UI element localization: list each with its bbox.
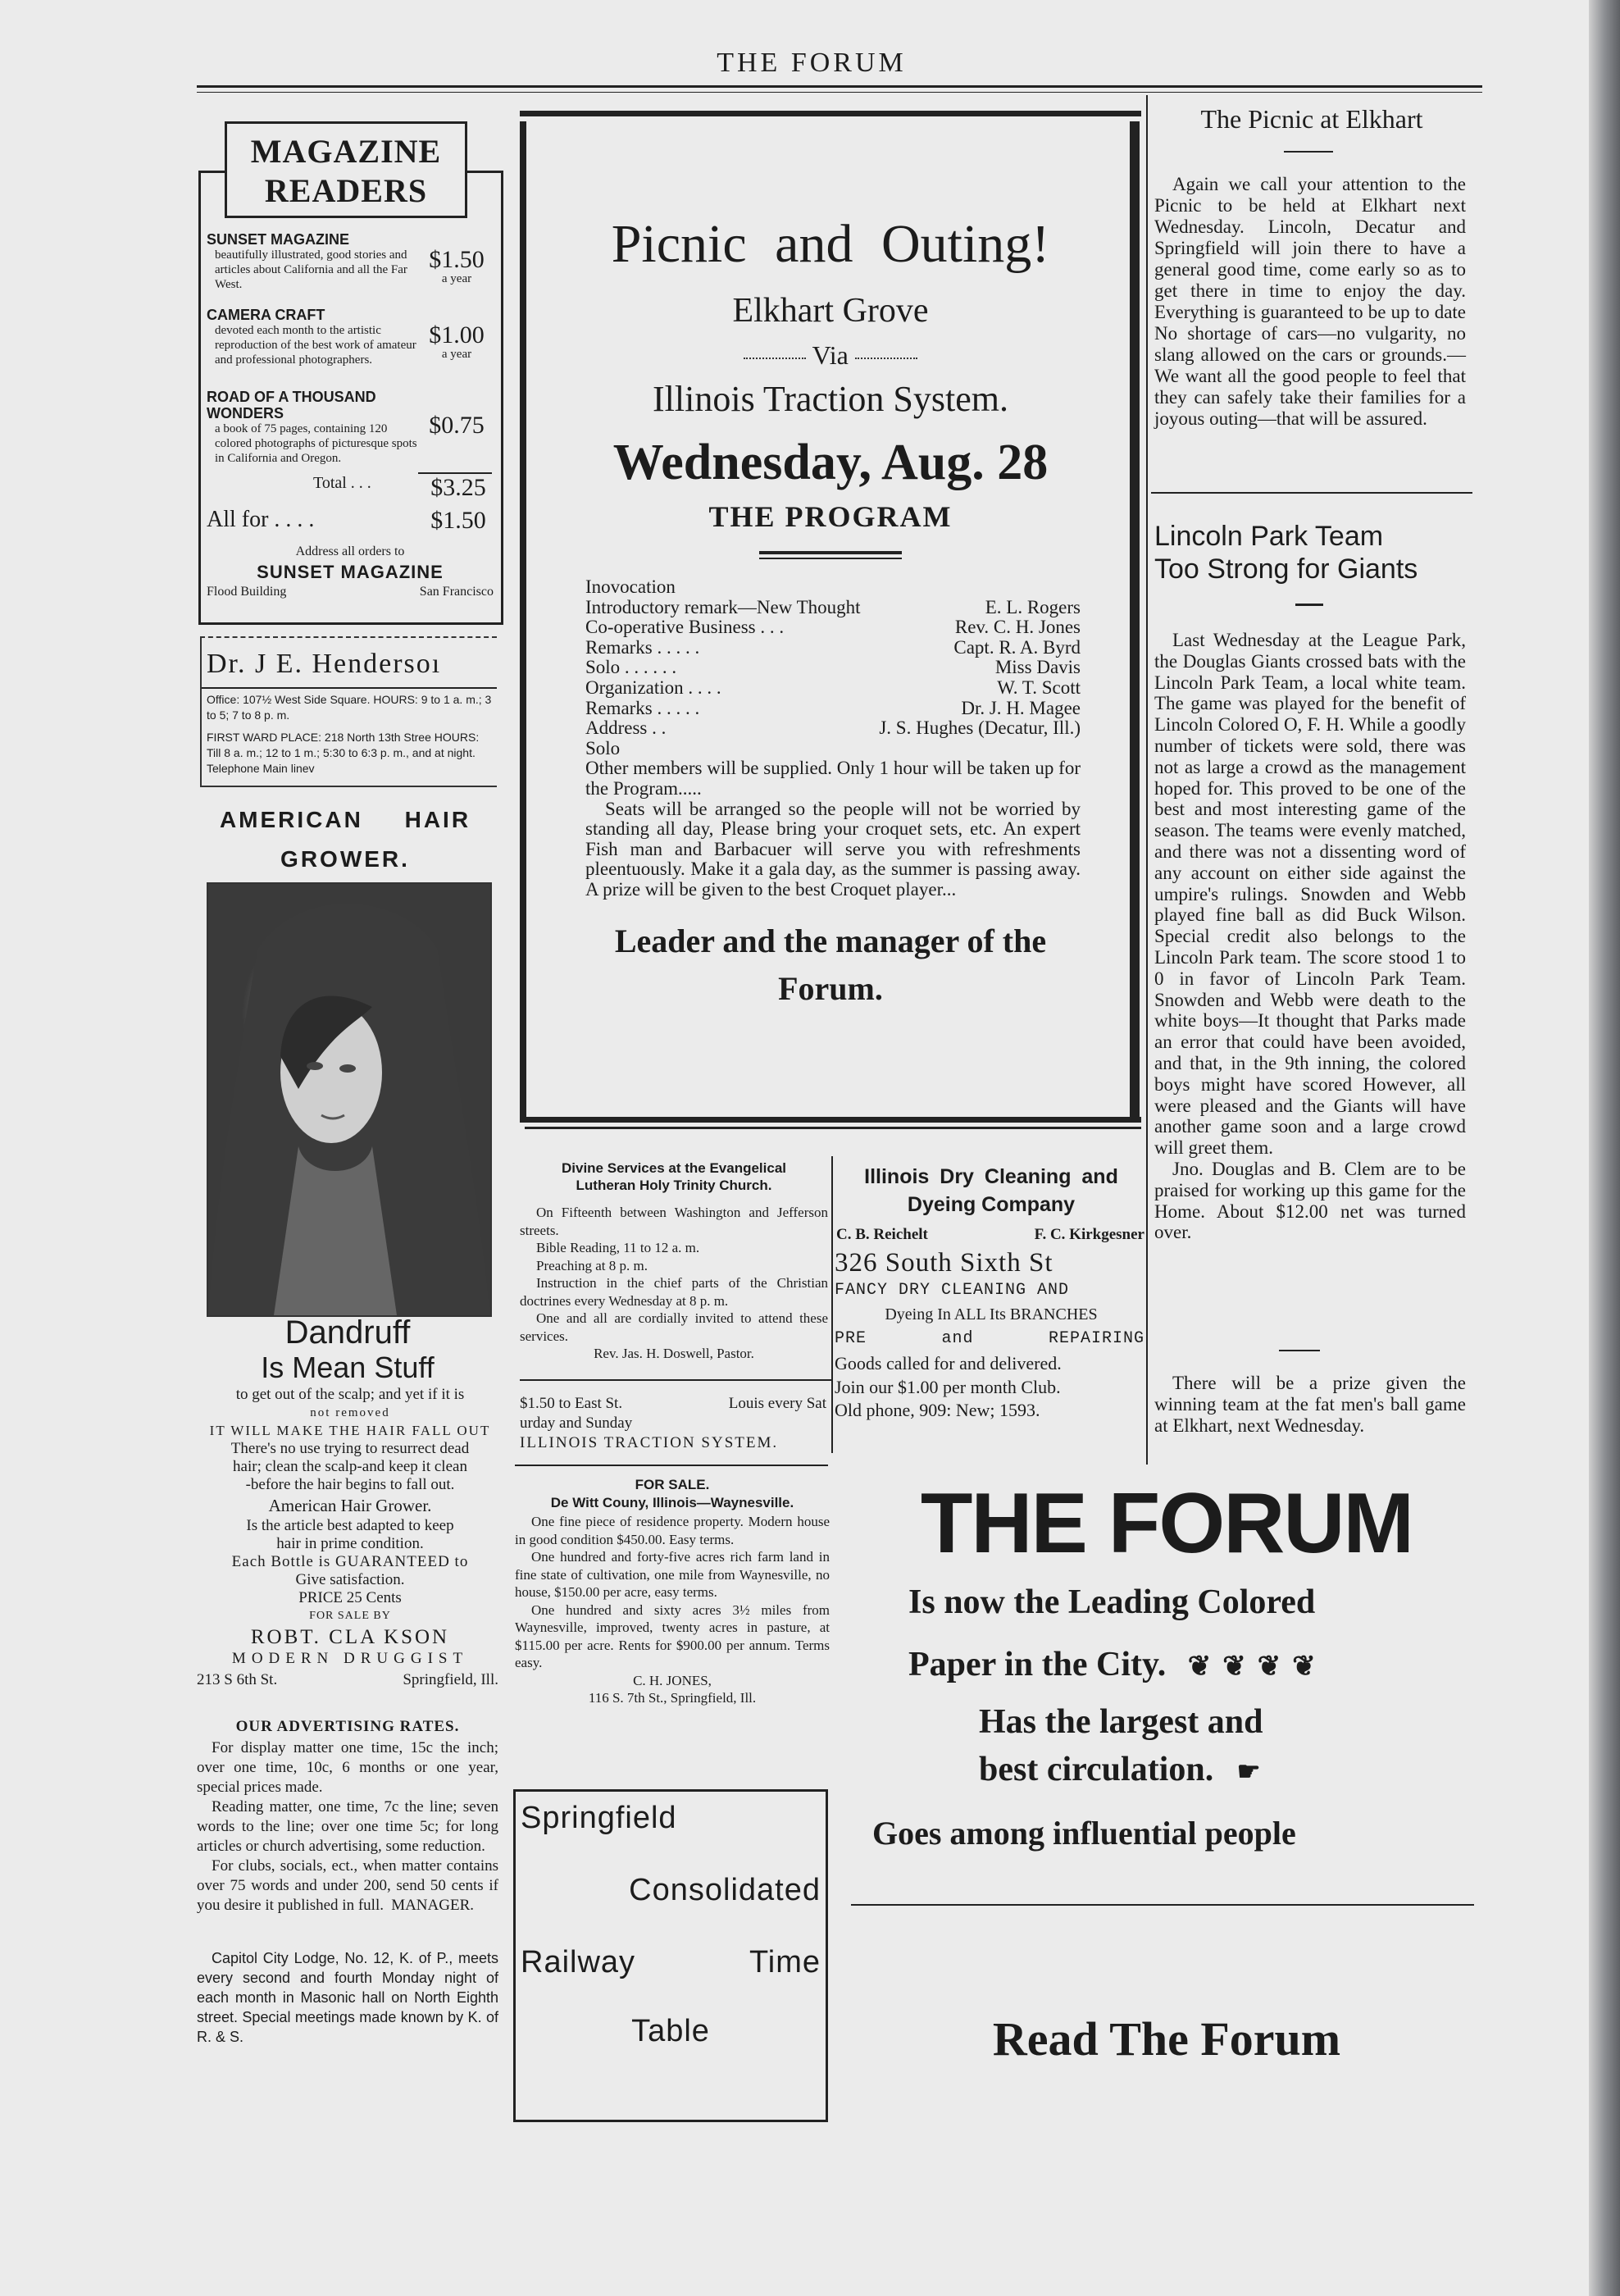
- cleaning-owner-left: C. B. Reichelt: [836, 1226, 928, 1243]
- traction-line-1: [520, 1394, 826, 1414]
- pointing-hand-icon: ☛: [1236, 1756, 1261, 1786]
- railway-line-2: Consolidated: [629, 1873, 821, 1907]
- hair-title-1: AMERICAN HAIR: [219, 807, 471, 832]
- right-divider: [1146, 95, 1148, 1465]
- hair-line: Give satisfaction.: [295, 1571, 405, 1588]
- program-who: Capt. R. A. Byrd: [953, 636, 1081, 658]
- hair-line: not removed: [310, 1406, 390, 1419]
- hair-copy: [190, 1386, 510, 1689]
- hair-line: hair in prime condition.: [276, 1535, 424, 1552]
- program-rule: [759, 551, 902, 554]
- doctor-office: Office: 107½ West Side Square. HOURS: 9 to 1 a. m.; 3 to 5; 7 to 8 p. m.: [207, 693, 492, 722]
- picnic-bottom-border: [520, 1117, 1141, 1123]
- magazine-item-price: $1.00: [429, 321, 485, 348]
- railway-word-railway: Railway: [521, 1945, 636, 1979]
- church-p4: Instruction in the chief parts of the Christian doctrines every Wednesday at 8 p. m.: [520, 1275, 828, 1309]
- picnic-place: Elkhart Grove: [732, 292, 929, 330]
- page-edge-shadow: [1589, 0, 1620, 2296]
- seller-address: [190, 1668, 510, 1689]
- railway-timetable-box: [513, 1789, 828, 2122]
- total-label: Total . . .: [313, 474, 371, 492]
- church-title-2: Lutheran Holy Trinity Church.: [576, 1178, 772, 1193]
- elkhart-body: Again we call your attention to the Picnic to be held at Elkhart next Wednesday. Lincoln, Decatur and Springfield will join there to have a general good time, come early so as to get there in time to enjoy the day. Everything is guaranteed to be up to date No shortage of cars—no vulgarity, no slang allowed on the cars or grounds.—We want all the good people to feel that they can safely take their families for a joyous outing—that will be assured.: [1154, 174, 1466, 429]
- publisher-address: [207, 585, 494, 599]
- church-notice: [520, 1159, 828, 1363]
- cleaning-repairing: REPAIRING: [1048, 1329, 1144, 1348]
- church-p1: On Fifteenth between Washington and Jefferson streets.: [520, 1205, 828, 1238]
- church-p2: Bible Reading, 11 to 12 a. m.: [536, 1240, 700, 1255]
- railway-line-1: Springfield: [521, 1801, 677, 1835]
- church-signature: Rev. Jas. H. Doswell, Pastor.: [594, 1346, 754, 1361]
- total-value: $3.25: [430, 474, 486, 501]
- railway-word-time: Time: [749, 1945, 821, 1979]
- hair-title-2: GROWER.: [280, 846, 410, 872]
- seller-street: 213 S 6th St.: [197, 1671, 278, 1688]
- dandruff-subheadline: Is Mean Stuff: [261, 1351, 435, 1384]
- cleaning-line-4: Goods called for and delivered.: [835, 1353, 1062, 1374]
- program-who: Dr. J. H. Magee: [961, 697, 1081, 718]
- seller-city: Springfield, Ill.: [403, 1671, 498, 1688]
- advertising-p3: For clubs, socials, ect., when matter contains over 75 words and under 200, send 50 cents if you desire it published in full.: [197, 1857, 498, 1914]
- forsale-signature: C. H. JONES,: [633, 1672, 712, 1688]
- picnic-system: Illinois Traction System.: [653, 379, 1008, 419]
- picnic-via-text: Via: [812, 340, 849, 370]
- city: San Francisco: [419, 585, 494, 599]
- program-who: E. L. Rogers: [985, 596, 1081, 617]
- cleaning-owner-right: F. C. Kirkgesner: [1034, 1226, 1144, 1243]
- traction-fare: $1.50 to East St.: [520, 1395, 623, 1412]
- picnic-footer-1: Leader and the manager of the: [614, 922, 1047, 959]
- railway-line-4: Table: [631, 2014, 710, 2048]
- magazine-item-name: CAMERA CRAFT: [207, 307, 325, 323]
- program-item: Inovocation: [585, 576, 676, 597]
- elkhart-rule: [1284, 151, 1333, 153]
- advertising-rates: [197, 1717, 498, 1916]
- cleaning-line-1: FANCY DRY CLEANING AND: [835, 1281, 1070, 1300]
- cleaning-pre: PRE: [835, 1329, 867, 1348]
- magazine-item-desc: beautifully illustrated, good stories and articles about California and all the Far West.: [215, 248, 407, 291]
- advertising-p1: For display matter one time, 15c the inch; over one time, 10c, 6 months or one year, special prices made.: [197, 1739, 498, 1796]
- magazine-item: [207, 231, 494, 307]
- baseball-rule-top: [1151, 492, 1472, 494]
- address-line: Address all orders to: [295, 544, 405, 558]
- cleaning-address: 326 South Sixth St: [835, 1248, 1053, 1278]
- program-item: Remarks . . . . .: [585, 636, 700, 658]
- hair-line: FOR SALE BY: [309, 1610, 391, 1622]
- hair-line: to get out of the scalp; and yet if it is: [235, 1386, 465, 1403]
- prize-rule: [1279, 1350, 1320, 1351]
- forsale-p2: One hundred and forty-five acres rich farm land in fine state of cultivation, one mile from Waynesville, no house, $150.00 per acre, easy terms.: [515, 1549, 830, 1600]
- baseball-p1: Last Wednesday at the League Park, the Douglas Giants crossed bats with the Lincoln Park Team, a local white team. The game was played for the benefit of Lincoln Colored O, F. H. While a goodly number of tickets were sold, there was not as large a crowd as the management hoped for. This proved to be one of the best and most interesting game of the season. The teams were evenly matched, and there was not a dissenting word of any account on either side against the umpire's rulings. Snowden and Webb played fine ball as did Buck Wilson. Special credit also belongs to the Lincoln Park team. The score stood 1 to 0 in favor of Lincoln Park Team. Snowden and Webb were death to the white boys—It thought that Parks made an error that could have been avoided, and that, in the 9th inning, the colored boys might have scored However, all were pleased and the Giants will have another game soon and a large crowd will greet them.: [1154, 630, 1466, 1159]
- building: Flood Building: [207, 585, 287, 599]
- program-item: Address . .: [585, 718, 667, 739]
- program-row: [585, 658, 1081, 678]
- cleaning-line-2: Dyeing In ALL Its BRANCHES: [885, 1305, 1098, 1323]
- program-row: [585, 739, 1081, 759]
- forum-ad-title: THE FORUM: [920, 1476, 1413, 1571]
- hair-line: -before the hair begins to fall out.: [245, 1476, 455, 1493]
- magazine-title-1: MAGAZINE: [250, 133, 442, 170]
- advertising-title: OUR ADVERTISING RATES.: [235, 1718, 460, 1735]
- program-body: Other members will be supplied. Only 1 hour will be taken up for the Program.....: [585, 758, 1081, 799]
- church-title-1: Divine Services at the Evangelical: [561, 1160, 787, 1176]
- baseball-title-2: Too Strong for Giants: [1154, 554, 1418, 585]
- hair-line: American Hair Grower.: [268, 1496, 432, 1515]
- program-item: Co-operative Business . . .: [585, 617, 785, 638]
- picnic-via: [533, 339, 1128, 371]
- cleaning-owners: [835, 1219, 1148, 1246]
- program-who: Miss Davis: [994, 657, 1081, 678]
- hair-line: hair; clean the scalp-and keep it clean: [233, 1458, 467, 1475]
- program-row: [585, 577, 1081, 598]
- magazine-item-name: ROAD OF A THOUSAND WONDERS: [207, 389, 376, 421]
- program-item: Remarks . . . . .: [585, 697, 700, 718]
- magazine-total: [207, 471, 494, 507]
- traction-line-2: urday and Sunday: [520, 1414, 633, 1432]
- doctor-rule: [202, 687, 497, 689]
- masthead-rule: [197, 85, 1482, 88]
- forsale-title: FOR SALE.: [635, 1477, 710, 1492]
- hair-line: PRICE 25 Cents: [298, 1589, 402, 1606]
- hair-line: IT WILL MAKE THE HAIR FALL OUT: [209, 1423, 491, 1438]
- cleaning-ad: [835, 1163, 1148, 1422]
- church-rule: [520, 1379, 831, 1381]
- forum-ad-line-2-wrap: [908, 1643, 1482, 1688]
- program-item: Organization . . . .: [585, 676, 721, 698]
- forsale-p3: One hundred and sixty acres 3½ miles from Waynesville, improved, twenty acres in pasture, at $115.00 per acre. Rents for $900.00 per annum. Terms easy.: [515, 1601, 830, 1670]
- program-title: THE PROGRAM: [708, 500, 953, 533]
- publisher: SUNSET MAGAZINE: [257, 562, 444, 582]
- forum-ad-line-4: best circulation.: [979, 1751, 1214, 1788]
- program-who: W. T. Scott: [997, 676, 1081, 698]
- cleaning-title-1: Illinois Dry Cleaning and: [864, 1165, 1118, 1188]
- picnic-right-border: [1130, 121, 1140, 1122]
- cleaning-title-2: Dyeing Company: [907, 1193, 1076, 1216]
- doctor-ward: FIRST WARD PLACE: 218 North 13th Stree HOURS: Till 8 a. m.; 12 to 1 m.; 5:30 to 6:3 p. m., and at night. Telephone Main linev: [207, 731, 480, 775]
- lodge-notice: Capitol City Lodge, No. 12, K. of P., meets every second and fourth Monday night of each month in Masonic hall on North Eighth street. Special meetings made known by K. of R. & S.: [197, 1950, 498, 2045]
- cleaning-line-3: [835, 1327, 1148, 1351]
- program-row: [585, 638, 1081, 658]
- program-row: [585, 678, 1081, 699]
- forum-ad-line-4-wrap: [979, 1748, 1471, 1793]
- total-rule: [418, 472, 492, 474]
- magazine-items: [207, 231, 494, 599]
- masthead-rule-thin: [197, 92, 1482, 93]
- baseball-title: [1154, 520, 1474, 585]
- forum-ad-footer: Read The Forum: [992, 2012, 1341, 2066]
- program-row: [585, 699, 1081, 719]
- allfor-value: $1.50: [430, 507, 486, 534]
- traction-dest: Louis every Sat: [728, 1395, 826, 1412]
- program-body-2: Seats will be arranged so the people will not be worried by standing all day, Please bring your croquet sets, etc. An expert Fish man and Barbacuer will serve you with refreshments pleentuously. Make it a gala day, as the summer is passing away. A prize will be given to the best Croquet player...: [585, 798, 1081, 900]
- baseball-p2: Jno. Douglas and B. Clem are to be praised for working up this game for the Home. About $12.00 net was turned over.: [1154, 1158, 1466, 1243]
- seller-title: MODERN DRUGGIST: [231, 1650, 469, 1667]
- program-row: [585, 617, 1081, 638]
- for-sale: [515, 1476, 830, 1707]
- program-item: Solo . . . . . .: [585, 657, 677, 678]
- picnic-headline: Picnic and Outing!: [611, 214, 1050, 274]
- hair-line: There's no use trying to resurrect dead: [230, 1440, 470, 1457]
- picnic-left-border: [520, 121, 526, 1122]
- cleaning-and: and: [941, 1329, 974, 1348]
- magazine-item-desc: devoted each month to the artistic reproduction of the best work of amateur and professional photographers.: [215, 324, 416, 367]
- doctor-card: [200, 636, 497, 787]
- program-row: [585, 598, 1081, 618]
- masthead-title: THE FORUM: [717, 48, 907, 78]
- magazine-ad-header: [225, 121, 467, 218]
- magazine-item-per: a year: [441, 272, 472, 285]
- magazine-item-desc: a book of 75 pages, containing 120 colored photographs of picturesque spots in California and Oregon.: [215, 422, 417, 465]
- hair-line: Is the article best adapted to keep: [246, 1517, 454, 1534]
- magazine-item-per: a year: [441, 348, 472, 361]
- portrait-image: [207, 882, 492, 1317]
- traction-line-3: ILLINOIS TRACTION SYSTEM.: [520, 1434, 779, 1451]
- forum-ad-line-5: Goes among influential people: [872, 1815, 1296, 1852]
- program-who: Rev. C. H. Jones: [954, 617, 1081, 638]
- magazine-title-2: READERS: [264, 172, 428, 209]
- church-p5: One and all are cordially invited to attend these services.: [520, 1310, 828, 1344]
- doctor-name: Dr. J E. Hendersoı: [207, 649, 442, 679]
- advertising-p2: Reading matter, one time, 7c the line; seven words to the line; over one time 5c; for long articles or church advertising, some reduction.: [197, 1798, 498, 1855]
- program-item: Introductory remark—New Thought: [585, 596, 861, 617]
- magazine-item-price: $0.75: [429, 412, 485, 439]
- forsale-subtitle: De Witt Couny, Illinois—Waynesville.: [550, 1494, 794, 1510]
- picnic-footer-2: Forum.: [778, 970, 883, 1007]
- program-list: [585, 577, 1081, 900]
- program-row: [585, 718, 1081, 739]
- traction-notice: [520, 1394, 826, 1453]
- forsale-rule: [515, 1465, 828, 1466]
- allfor-label: All for . . . .: [207, 507, 315, 532]
- magazine-item: [207, 307, 494, 389]
- picnic-top-border: [520, 111, 1141, 116]
- seller-name: ROBT. CLA KSON: [250, 1626, 450, 1648]
- program-who: J. S. Hughes (Decatur, Ill.): [879, 718, 1081, 739]
- forum-ad-line-2: Paper in the City.: [908, 1646, 1167, 1683]
- forum-ad-line-3: Has the largest and: [979, 1703, 1263, 1741]
- baseball-prize: There will be a prize given the winning team at the fat men's ball game at Elkhart, next Wednesday.: [1154, 1373, 1466, 1436]
- forsale-p1: One fine piece of residence property. Modern house in good condition $450.00. Easy terms.: [515, 1514, 830, 1547]
- cleaning-line-6: Old phone, 909: New; 1593.: [835, 1400, 1040, 1420]
- center-divider: [831, 1156, 833, 1453]
- dandruff-headline: Dandruff: [284, 1314, 411, 1351]
- church-p3: Preaching at 8 p. m.: [536, 1257, 648, 1273]
- program-item: Solo: [585, 737, 621, 758]
- elkhart-title: The Picnic at Elkhart: [1200, 104, 1423, 134]
- advertising-signature: MANAGER.: [391, 1897, 474, 1914]
- baseball-rule: [1295, 604, 1323, 606]
- portrait-figure: [208, 884, 490, 1315]
- forum-ad-line-1: Is now the Leading Colored: [908, 1583, 1316, 1621]
- forsale-address: 116 S. 7th St., Springfield, Ill.: [588, 1690, 757, 1706]
- leaf-ornaments-icon: ❦❦❦❦: [1187, 1651, 1327, 1682]
- magazine-item-price: $1.50: [429, 246, 485, 273]
- program-rule-2: [759, 558, 902, 559]
- railway-line-3: [521, 1944, 821, 1980]
- magazine-allfor: [207, 507, 494, 543]
- picnic-bottom-border-2: [525, 1127, 1141, 1129]
- baseball-title-1: Lincoln Park Team: [1154, 521, 1384, 552]
- magazine-item-name: SUNSET MAGAZINE: [207, 231, 350, 248]
- magazine-item: [207, 389, 494, 471]
- picnic-date: Wednesday, Aug. 28: [612, 435, 1049, 490]
- hair-line: Each Bottle is GUARANTEED to: [231, 1553, 469, 1570]
- forum-ad-rule: [851, 1904, 1474, 1906]
- cleaning-line-5: Join our $1.00 per month Club.: [835, 1377, 1061, 1397]
- baseball-body: [1154, 630, 1466, 1243]
